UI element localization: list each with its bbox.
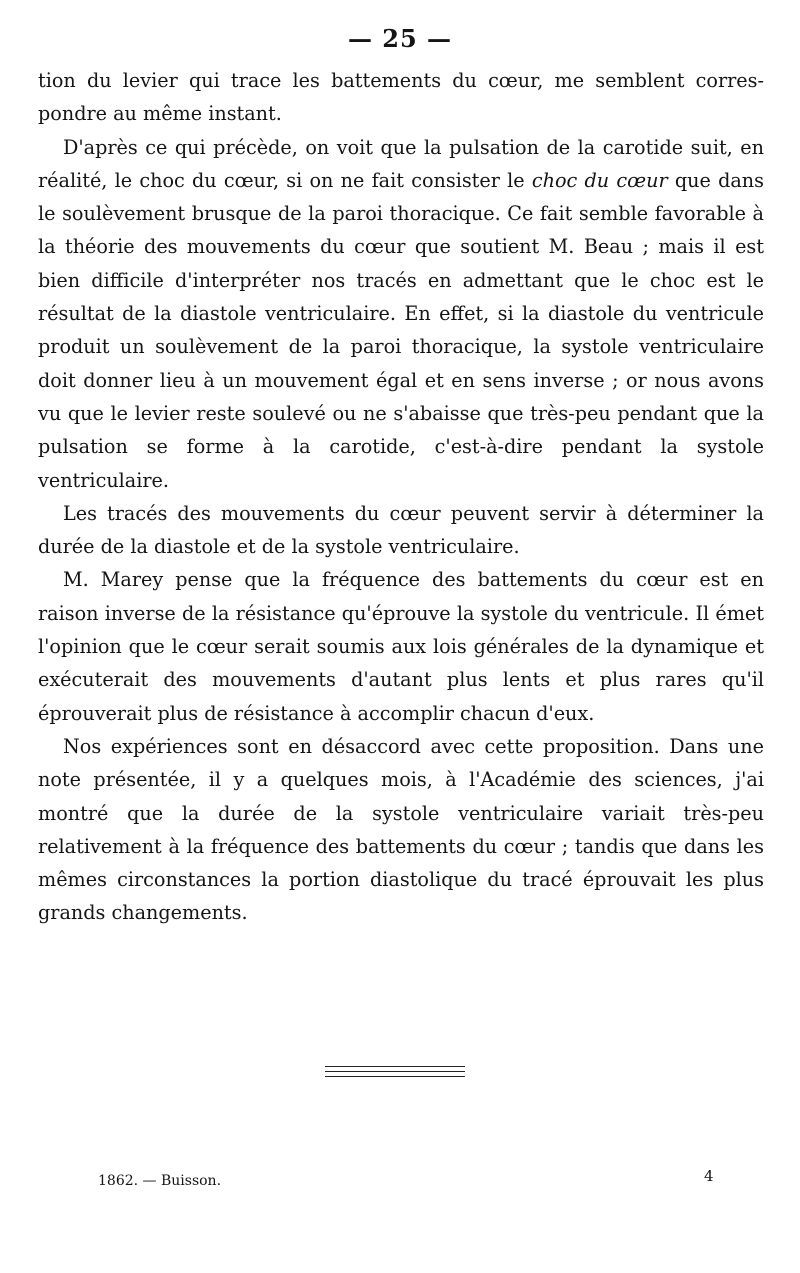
signature-mark: 4 [704,1167,714,1185]
paragraph-text: M. Marey pense que la fréquence des battements du cœur est en raison inverse de la résistance qu'éprouve la systole du ventricule. Il émet l'opinion que le cœur serait soumis aux lois générales de la dynamique et exécuterait des mouvements d'autant plus lents et plus rares qu'il éprouverait plus de résistance à accomplir chacun d'eux. [38,568,764,725]
paragraph-experiments-disagree [38,730,764,930]
body-text [38,64,764,930]
paragraph-continuation [38,64,764,131]
paragraph-text: D'après ce qui précède, on voit que la pulsation de la carotide suit, en réalité, le choc du cœur, si on ne fait consister le [38,135,764,192]
divider-rule [325,1071,465,1072]
section-divider [325,1066,465,1081]
paragraph-marey-opinion [38,563,764,729]
page-number: — 25 — [347,24,453,53]
printer-signature: 1862. — Buisson. [98,1173,222,1189]
divider-rule [325,1076,465,1077]
italic-term-choc-du-coeur: choc du cœur [531,168,668,192]
paragraph-text: tion du levier qui trace les battements du cœur, me semblent corres-pondre au même instant. [38,69,764,126]
paragraph-text: Nos expériences sont en désaccord avec cette proposition. Dans une note présentée, il y a quelques mois, à l'Académie des sciences, j'ai montré que la durée de la systole ventriculaire variait très-peu relativement à la fréquence des battements du cœur ; tandis que dans les mêmes circonstances la portion diastolique du tracé éprouvait les plus grands changements. [38,734,764,925]
paragraph-text: que dans le soulèvement brusque de la paroi thoracique. Ce fait semble favorable à la théorie des mouvements du cœur que soutient M. Beau ; mais il est bien difficile d'interpréter nos tracés en admettant que le choc est le résultat de la diastole ventriculaire. En effet, si la diastole du ventricule produit un soulèvement de la paroi thoracique, la systole ventriculaire doit donner lieu à un mouvement égal et en sens inverse ; or nous avons vu que le levier reste soulevé ou ne s'abaisse que très-peu pendant que la pulsation se forme à la carotide, c'est-à-dire pendant la systole ventriculaire. [38,168,764,492]
paragraph-text: Les tracés des mouvements du cœur peuvent servir à déterminer la durée de la diastole et de la systole ventriculaire. [38,501,764,559]
paragraph-traces-duration [38,497,764,564]
divider-rule [325,1066,465,1067]
paragraph-carotid-pulsation [38,131,764,497]
